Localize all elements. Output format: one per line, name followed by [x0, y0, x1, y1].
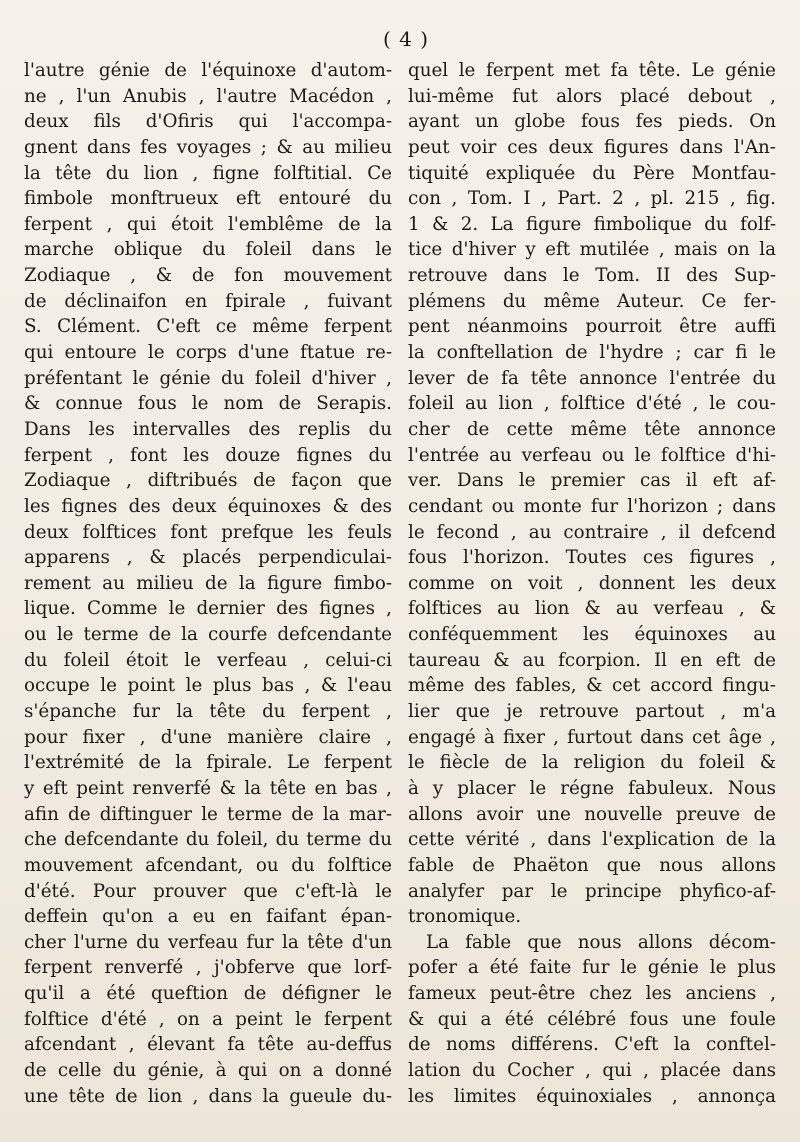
- text-line: cher de cette même tête annonce: [408, 418, 776, 440]
- text-line: allons avoir une nouvelle preuve de: [408, 803, 776, 825]
- text-line: & connue fous le nom de Serapis.: [24, 393, 392, 415]
- text-line: engagé à fixer , furtout dans cet âge ,: [408, 726, 776, 748]
- text-line: tice d'hiver y eft mutilée , mais on la: [408, 239, 776, 261]
- text-line: le fiècle de la religion du foleil &: [408, 752, 776, 774]
- text-line: de noms différens. C'eft la conftel-: [408, 1034, 776, 1056]
- page-number: ( 4 ): [382, 27, 430, 51]
- text-line: cette vérité , dans l'explication de la: [408, 829, 776, 851]
- text-line: une tête de lion , dans la gueule du-: [24, 1085, 392, 1107]
- text-line: la tête du lion , figne folftitial. Ce: [24, 162, 392, 184]
- text-line: de celle du génie, à qui on a donné: [24, 1059, 392, 1081]
- text-line: cher l'urne du verfeau fur la tête d'un: [24, 931, 392, 953]
- text-line: qui entoure le corps d'une ftatue re-: [24, 342, 392, 364]
- text-line: & qui a été célébré fous une foule: [408, 1008, 776, 1030]
- left-text-column: [24, 58, 392, 1109]
- text-line: lui-même fut alors placé debout ,: [408, 85, 776, 107]
- text-line: ferpent renverfé , j'obferve que lorf-: [24, 957, 392, 979]
- text-line: lique. Comme le dernier des fignes ,: [24, 598, 392, 620]
- text-line: analyfer par le principe phyfico-af-: [408, 880, 776, 902]
- text-line: foleil au lion , folftice d'été , le cou-: [408, 393, 776, 415]
- text-line: 1 & 2. La figure fimbolique du folf-: [408, 213, 776, 235]
- text-line: afin de diftinguer le terme de la mar-: [24, 803, 392, 825]
- text-line: occupe le point le plus bas , & l'eau: [24, 675, 392, 697]
- text-line: qu'il a été queftion de défigner le: [24, 983, 392, 1005]
- text-line: lation du Cocher , qui , placée dans: [408, 1059, 776, 1081]
- text-line: deux folftices font prefque les feuls: [24, 521, 392, 543]
- text-line: Dans les intervalles des replis du: [24, 418, 392, 440]
- text-line: y eft peint renverfé & la tête en bas ,: [24, 777, 392, 799]
- text-line: con , Tom. I , Part. 2 , pl. 215 , fig.: [408, 188, 776, 210]
- text-line: deffein qu'on a eu en faifant épan-: [24, 906, 392, 928]
- text-line: fable de Phaëton que nous allons: [408, 854, 776, 876]
- text-line: folftice d'été , on a peint le ferpent: [24, 1008, 392, 1030]
- text-line: che defcendante du foleil, du terme du: [24, 829, 392, 851]
- text-line: la conftellation de l'hydre ; car fi le: [408, 342, 776, 364]
- text-line: pofer a été faite fur le génie le plus: [408, 957, 776, 979]
- text-line: d'été. Pour prouver que c'eft-là le: [24, 880, 392, 902]
- text-line: ver. Dans le premier cas il eft af-: [408, 470, 776, 492]
- text-line: conféquemment les équinoxes au: [408, 624, 776, 646]
- text-line: marche oblique du foleil dans le: [24, 239, 392, 261]
- text-line: préfentant le génie du foleil d'hiver ,: [24, 367, 392, 389]
- text-line: ayant un globe fous fes pieds. On: [408, 111, 776, 133]
- text-line: pent néanmoins pourroit être auffi: [408, 316, 776, 338]
- text-line: de déclinaifon en fpirale , fuivant: [24, 290, 392, 312]
- text-line: tronomique.: [408, 906, 522, 928]
- text-line: s'épanche fur la tête du ferpent ,: [24, 701, 392, 723]
- text-line: plémens du même Auteur. Ce fer-: [408, 290, 776, 312]
- text-line: fimbole monftrueux eft entouré du: [24, 188, 392, 210]
- text-line: pour fixer , d'une manière claire ,: [24, 726, 392, 748]
- right-text-column: [408, 58, 776, 1109]
- text-line: ou le terme de la courfe defcendante: [24, 624, 392, 646]
- text-line: peut voir ces deux figures dans l'An-: [408, 136, 776, 158]
- text-line: les fignes des deux équinoxes & des: [24, 495, 392, 517]
- text-line: fous l'horizon. Toutes ces figures ,: [408, 547, 776, 569]
- text-line: ferpent , font les douze fignes du: [24, 444, 392, 466]
- text-line: taureau & au fcorpion. Il en eft de: [408, 649, 776, 671]
- text-line: quel le ferpent met fa tête. Le génie: [408, 60, 776, 81]
- text-line: rement au milieu de la figure fimbo-: [24, 572, 392, 594]
- text-line: l'extrémité de la fpirale. Le ferpent: [24, 752, 392, 774]
- text-line: même des fables, & cet accord fingu-: [408, 675, 776, 697]
- text-line: folftices au lion & au verfeau , &: [408, 598, 776, 620]
- text-line: ferpent , qui étoit l'emblême de la: [24, 213, 392, 235]
- text-line: à y placer le régne fabuleux. Nous: [408, 777, 776, 799]
- text-line: les limites équinoxiales , annonça: [408, 1085, 776, 1107]
- text-line: ne , l'un Anubis , l'autre Macédon ,: [24, 85, 392, 107]
- text-line: S. Clément. C'eft ce même ferpent: [24, 316, 392, 338]
- text-line: l'entrée au verfeau ou le folftice d'hi-: [408, 444, 776, 466]
- text-line: du foleil étoit le verfeau , celui-ci: [24, 649, 392, 671]
- text-line: Zodiaque , diftribués de façon que: [24, 470, 392, 492]
- text-line: le fecond , au contraire , il defcend: [408, 521, 776, 543]
- text-line: gnent dans fes voyages ; & au milieu: [24, 136, 392, 158]
- text-line: apparens , & placés perpendiculai-: [24, 547, 392, 569]
- text-line: deux fils d'Ofiris qui l'accompa-: [24, 111, 392, 133]
- text-line: lier que je retrouve partout , m'a: [408, 701, 776, 723]
- text-line: fameux peut-être chez les anciens ,: [408, 983, 776, 1005]
- text-line: cendant ou monte fur l'horizon ; dans: [408, 495, 776, 517]
- text-line: retrouve dans le Tom. II des Sup-: [408, 265, 776, 287]
- text-line: afcendant , élevant fa tête au-deffus: [24, 1034, 392, 1056]
- text-line: l'autre génie de l'équinoxe d'autom-: [24, 60, 392, 81]
- text-line: lever de fa tête annonce l'entrée du: [408, 367, 776, 389]
- text-line: tiquité expliquée du Père Montfau-: [408, 162, 776, 184]
- text-line: mouvement afcendant, ou du folftice: [24, 854, 392, 876]
- text-line: comme on voit , donnent les deux: [408, 572, 776, 594]
- text-line: La fable que nous allons décom-: [426, 931, 776, 953]
- text-line: Zodiaque , & de fon mouvement: [24, 265, 392, 287]
